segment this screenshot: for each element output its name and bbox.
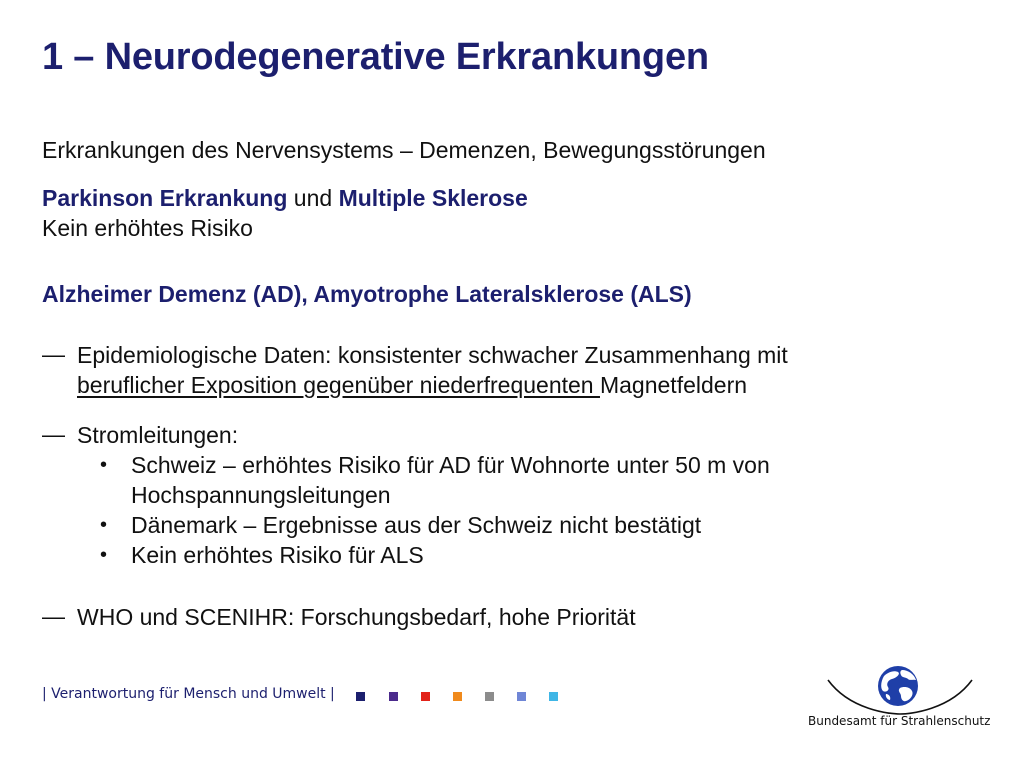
section1-heading <box>42 183 528 213</box>
epi-line2 <box>77 370 747 400</box>
dash-marker: — <box>42 421 65 447</box>
bullet-schweiz-line1: Schweiz – erhöhtes Risiko für AD für Wohnorte unter 50 m von <box>131 452 770 478</box>
footer-slogan: | Verantwortung für Mensch und Umwelt | <box>42 686 335 702</box>
footer-square <box>549 692 558 701</box>
footer-square <box>389 692 398 701</box>
bullet-marker: • <box>100 544 108 566</box>
parkinson-label: Parkinson Erkrankung <box>42 185 288 211</box>
stromleitungen-label: Stromleitungen: <box>77 422 239 448</box>
footer-square <box>453 692 462 701</box>
intro-text: Erkrankungen des Nervensystems – Demenzen, Bewegungsstörungen <box>42 137 766 163</box>
footer-square <box>356 692 365 701</box>
footer-square <box>421 692 430 701</box>
footer-square <box>485 692 494 701</box>
globe-icon <box>878 666 918 706</box>
connector-text: und <box>287 185 339 211</box>
epi-underlined-text: beruflicher Exposition gegenüber niederfrequenten <box>77 372 600 398</box>
bullet-als: Kein erhöhtes Risiko für ALS <box>131 542 424 568</box>
logo-caption: Bundesamt für Strahlenschutz <box>808 714 991 728</box>
bullet-daenemark: Dänemark – Ergebnisse aus der Schweiz nicht bestätigt <box>131 512 702 538</box>
epi-line1: Epidemiologische Daten: konsistenter schwacher Zusammenhang mit <box>77 342 788 368</box>
section2-heading: Alzheimer Demenz (AD), Amyotrophe Lateralsklerose (ALS) <box>42 281 692 307</box>
section1-text: Kein erhöhtes Risiko <box>42 215 253 241</box>
page-title: 1 – Neurodegenerative Erkrankungen <box>42 36 709 78</box>
who-scenihr-text: WHO und SCENIHR: Forschungsbedarf, hohe Priorität <box>77 604 636 630</box>
dash-marker: — <box>42 341 65 367</box>
epi-rest-text: Magnetfeldern <box>599 372 748 398</box>
bullet-marker: • <box>100 454 108 476</box>
ms-label: Multiple Sklerose <box>338 185 528 211</box>
dash-marker: — <box>42 603 65 629</box>
bullet-marker: • <box>100 514 108 536</box>
bullet-schweiz-line2: Hochspannungsleitungen <box>131 482 391 508</box>
footer-square <box>517 692 526 701</box>
